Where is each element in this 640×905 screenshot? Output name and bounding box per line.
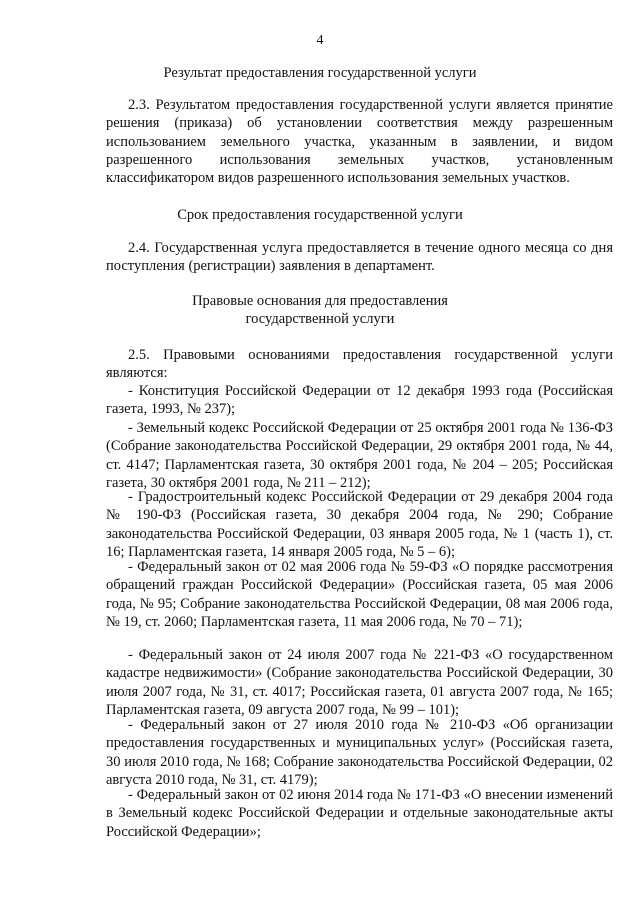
list-item-constitution: - Конституция Российской Федерации от 12 декабря 1993 года (Российская газета, 1993, № 237); [106, 383, 613, 418]
list-item-urban-planning-code: - Градостроительный кодекс Российской Федерации от 29 декабря 2004 года № 190-ФЗ (Российская газета, 30 декабря 2004 года, № 290; Собрание законодательства Российской Федерации, 03 января 2005 года, № 1 (часть 1), ст. 16; Парламентская газета, 14 января 2005 года, № 5 – 6); [106, 489, 613, 560]
section-heading-term: Срок предоставления государственной услуги [177, 207, 463, 223]
page-number: 4 [316, 33, 324, 48]
list-item-land-code: - Земельный кодекс Российской Федерации от 25 октября 2001 года № 136-ФЗ (Собрание законодательства Российской Федерации, 29 октября 2001 года, № 44, ст. 4147; Парламентская газета, 30 октября 2001 года, № 204 – 205; Российская газета, 30 октября 2001 года, № 211 – 212); [106, 420, 613, 491]
list-item-law-221fz: - Федеральный закон от 24 июля 2007 года № 221-ФЗ «О государственном кадастре недвижимости» (Собрание законодательства Российской Федерации, 30 июля 2007 года, № 31, ст. 4017; Российская газета, 01 августа 2007 года, № 165; Парламентская газета, 09 августа 2007 года, № 99 – 101); [106, 647, 613, 718]
section-heading-legal-basis-line2: государственной услуги [245, 311, 395, 327]
section-heading-legal-basis-line1: Правовые основания для предоставления [192, 293, 448, 309]
section-heading-result: Результат предоставления государственной услуги [163, 65, 477, 81]
list-item-law-171fz: - Федеральный закон от 02 июня 2014 года № 171-ФЗ «О внесении изменений в Земельный кодекс Российской Федерации и отдельные законодательные акты Российской Федерации»; [106, 787, 613, 840]
list-item-law-59fz: - Федеральный закон от 02 мая 2006 года № 59-ФЗ «О порядке рассмотрения обращений граждан Российской Федерации» (Российская газета, 05 мая 2006 года, № 95; Собрание законодательства Российской Федерации, 08 мая 2006 года, № 19, ст. 2060; Парламентская газета, 11 мая 2006 года, № 70 – 71); [106, 559, 613, 630]
paragraph-2-5: 2.5. Правовыми основаниями предоставления государственной услуги являются: [106, 347, 613, 382]
paragraph-2-4: 2.4. Государственная услуга предоставляется в течение одного месяца со дня поступления (регистрации) заявления в департамент. [106, 240, 613, 275]
list-item-law-210fz: - Федеральный закон от 27 июля 2010 года № 210-ФЗ «Об организации предоставления государственных и муниципальных услуг» (Российская газета, 30 июля 2010 года, № 168; Собрание законодательства Российской Федерации, 02 августа 2010 года, № 31, ст. 4179); [106, 717, 613, 788]
paragraph-2-3: 2.3. Результатом предоставления государственной услуги является принятие решения (приказа) об установлении соответствия между разрешенным использованием земельного участка, указанным в заявлении, и видом разрешенного использования земельных участков, установленным классификатором видов разрешенного использования земельных участков. [106, 97, 613, 187]
